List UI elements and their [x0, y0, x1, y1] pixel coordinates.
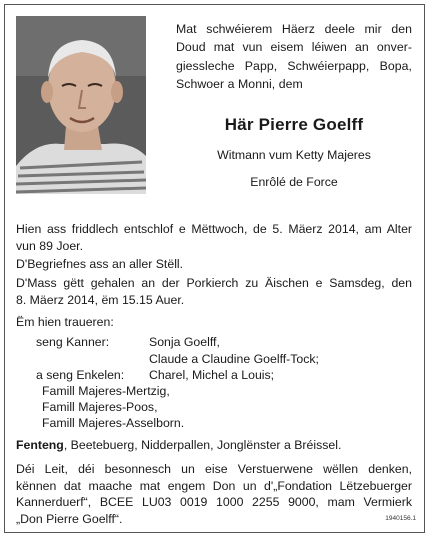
- portrait-image: [16, 16, 146, 194]
- portrait-photo: [16, 16, 146, 194]
- mass-notice-line: D'Mass gëtt gehalen an der Porkierch zu Äischen e Samsdeg, den: [16, 276, 412, 290]
- deceased-note: Enrôlé de Force: [250, 175, 338, 189]
- donation-text: [16, 461, 412, 527]
- widow-of: Witmann vum Ketty Majeres: [217, 148, 371, 162]
- deceased-name: Här Pierre Goelff: [224, 115, 364, 134]
- intro-line: Schwoer a Monni, dem: [176, 76, 303, 91]
- intro-line: Mat schwéierem Häerz deele mir den: [176, 22, 412, 36]
- mass-notice-line: 8. Mäerz 2014, ëm 15.15 Auer.: [16, 292, 185, 307]
- intro-line: giessleche Papp, Schwéierpapp, Bopa,: [176, 58, 412, 73]
- donation-line: Déi Leit, déi besonnesch un eise Verstuerwene wëllen denken,: [16, 462, 412, 476]
- mourners-section: [16, 314, 412, 434]
- family-name: Famill Majeres-Asselborn.: [42, 416, 185, 430]
- mourners-heading: Ëm hien traueren:: [16, 315, 114, 329]
- death-notice-line: vun 89 Joer.: [16, 238, 83, 253]
- burial-note-line: D'Begriefnes ass an aller Stëll.: [16, 257, 184, 271]
- places-line: [16, 437, 412, 454]
- burial-note: [16, 256, 412, 273]
- donation-line: Kannerduerf“, BCEE LU03 0019 1000 2255 9000, mam Vermierk: [16, 495, 412, 509]
- grandchildren-label: a seng Enkelen:: [36, 368, 125, 382]
- intro-text: [176, 20, 412, 93]
- intro-line: Doud mat vun eisem léiwen an onver-: [176, 40, 412, 55]
- death-notice-line: Hien ass friddlech entschlof e Mëttwoch, de 5. Mäerz 2014, am Alter: [16, 222, 412, 236]
- death-notice: [16, 221, 412, 254]
- donation-line: „Don Pierre Goelff“.: [16, 511, 123, 526]
- grandchildren-names: Charel, Michel a Louis;: [149, 368, 275, 382]
- children-label: seng Kanner:: [36, 335, 110, 349]
- reference-number: 1940156.1: [385, 515, 416, 522]
- places-first: Fenteng: [16, 438, 64, 452]
- family-name: Famill Majeres-Poos,: [42, 400, 158, 414]
- child-name: Sonja Goelff,: [149, 335, 220, 349]
- family-name: Famill Majeres-Mertzig,: [42, 384, 170, 398]
- child-name: Claude a Claudine Goelff-Tock;: [149, 352, 319, 366]
- mass-notice: [16, 275, 412, 308]
- donation-line: kënnen dat maache mat engem Don un d'„Fondation Lëtzebuerger: [16, 478, 412, 493]
- places-rest: , Beetebuerg, Nidderpallen, Jonglënster a Bréissel.: [63, 438, 342, 452]
